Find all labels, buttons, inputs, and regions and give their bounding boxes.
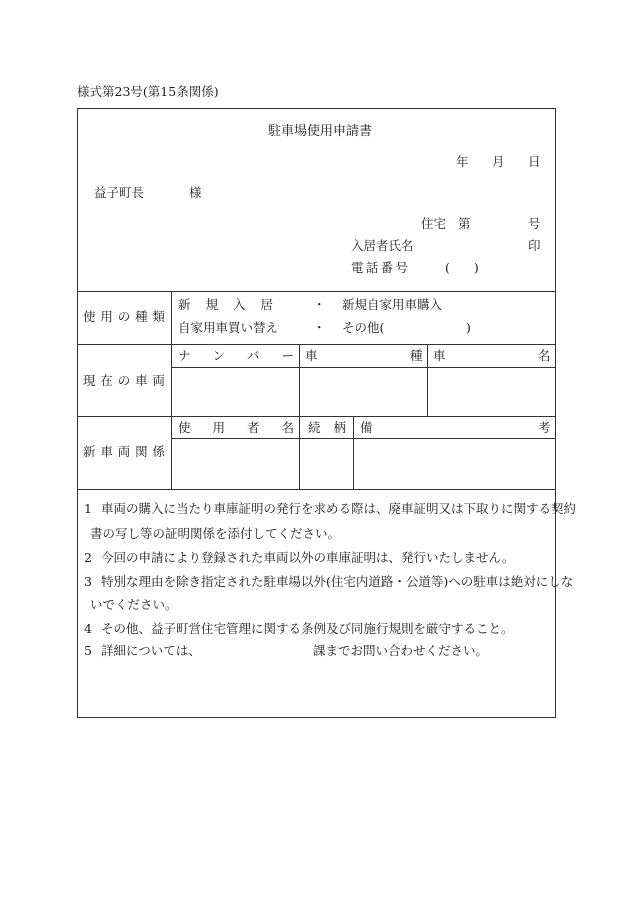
- current-vehicle-label: 現 在 の 車 両: [83, 373, 165, 388]
- note-5-line1: 詳細については、: [101, 643, 201, 658]
- note-3-line2: いでください。: [90, 597, 178, 612]
- usage-option-new-move-in[interactable]: 新 規 入 居: [178, 297, 273, 312]
- note-1-line2: 書の写し等の証明関係を添付してください。: [90, 526, 341, 541]
- col-header-plate-number: ナ ン バ ー: [178, 348, 294, 363]
- house-number-suffix: 号: [528, 216, 541, 231]
- col-header-relationship: 続 柄: [308, 420, 346, 435]
- note-5-line1b: 課までお問い合わせください。: [313, 643, 489, 658]
- resident-name-label: 入居者氏名: [351, 238, 414, 253]
- divider-new: [77, 489, 556, 490]
- house-number-prefix: 第: [458, 216, 471, 231]
- col-header-vehicle-type-a: 車: [305, 348, 318, 363]
- form-title: 駐車場使用申請書: [268, 124, 373, 139]
- divider-applicant: [77, 291, 556, 292]
- form-number: 様式第23号(第15条関係): [77, 84, 219, 99]
- col-header-remarks-b: 考: [538, 420, 551, 435]
- current-name-cell[interactable]: [428, 368, 555, 416]
- note-1-number: 1: [84, 501, 92, 516]
- note-3-line1: 特別な理由を除き指定された駐車場以外(住宅内道路・公道等)への駐車は絶対にしな: [101, 574, 574, 589]
- date-day[interactable]: 日: [528, 154, 541, 169]
- new-relationship-cell[interactable]: [300, 439, 353, 489]
- usage-option-new-car[interactable]: 新規自家用車購入: [342, 297, 443, 312]
- note-4-line1: その他、益子町営住宅管理に関する条例及び同施行規則を厳守すること。: [101, 621, 514, 636]
- current-plate-cell[interactable]: [172, 368, 299, 416]
- current-type-cell[interactable]: [300, 368, 427, 416]
- note-2-line1: 今回の申請により登録された車両以外の車庫証明は、発行いたしません。: [101, 550, 515, 565]
- col-header-user-name: 使 用 者 名: [178, 420, 294, 435]
- note-1-line1: 車両の購入に当たり車庫証明の発行を求める際は、廃車証明又は下取りに関する契約: [101, 501, 577, 516]
- col-header-vehicle-type-b: 種: [410, 348, 423, 363]
- date-month[interactable]: 月: [492, 154, 505, 169]
- note-5-number: 5: [84, 643, 92, 658]
- usage-bullet-1: ・: [313, 297, 326, 312]
- new-user-cell[interactable]: [172, 439, 299, 489]
- addressee-honorific: 様: [189, 185, 202, 200]
- divider-usage: [77, 344, 556, 345]
- date-year[interactable]: 年: [456, 154, 469, 169]
- col-header-vehicle-name-a: 車: [433, 348, 446, 363]
- seal-mark: 印: [528, 238, 541, 253]
- new-remarks-cell[interactable]: [354, 439, 555, 489]
- col-header-remarks-a: 備: [360, 420, 373, 435]
- phone-label: 電 話 番 号: [351, 260, 408, 275]
- usage-option-other-close: ): [466, 320, 471, 335]
- note-2-number: 2: [84, 550, 92, 565]
- note-3-number: 3: [84, 574, 92, 589]
- usage-bullet-2: ・: [313, 320, 326, 335]
- divider-current: [77, 416, 556, 417]
- addressee-name: 益子町長: [94, 185, 145, 200]
- col-header-vehicle-name-b: 名: [538, 348, 551, 363]
- phone-parens[interactable]: ( ): [445, 260, 479, 275]
- note-4-number: 4: [84, 621, 92, 636]
- house-label: 住宅: [421, 216, 447, 231]
- new-vehicle-label: 新 車 両 関 係: [83, 444, 165, 459]
- usage-type-label: 使 用 の 種 類: [83, 309, 165, 324]
- usage-option-other[interactable]: その他(: [342, 320, 385, 335]
- usage-option-car-replace[interactable]: 自家用車買い替え: [178, 320, 279, 335]
